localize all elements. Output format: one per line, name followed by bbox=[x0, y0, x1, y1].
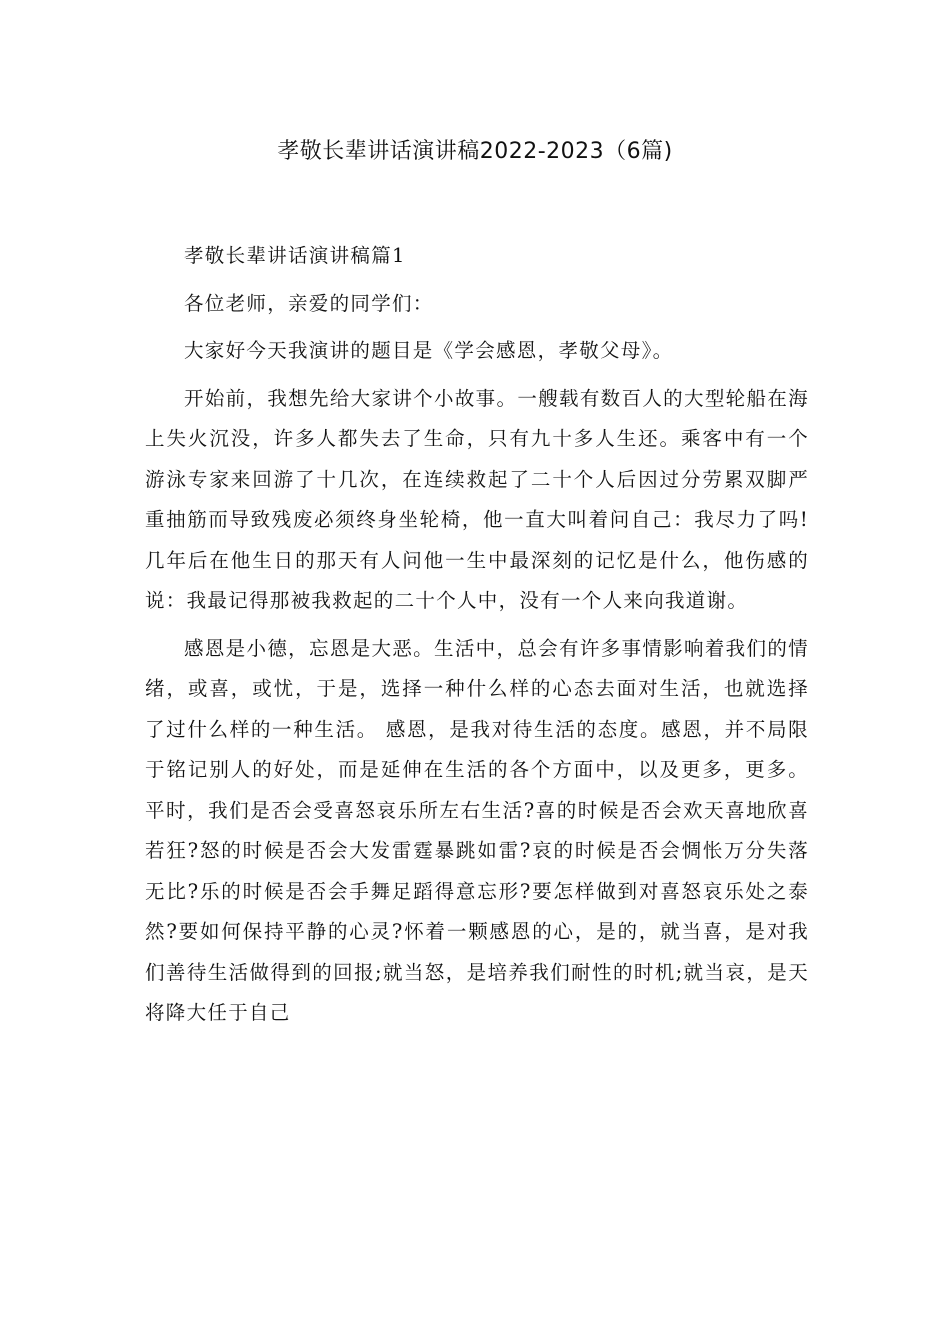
topic-paragraph: 大家好今天我演讲的题目是《学会感恩，孝敬父母》。 bbox=[184, 339, 674, 362]
document-title: 孝敬长辈讲话演讲稿2022-2023（6篇) bbox=[277, 139, 673, 164]
gratitude-paragraph: 感恩是小德，忘恩是大恶。生活中，总会有许多事情影响着我们的情绪，或喜，或忧，于是，选择一种什么样的心态去面对生活，也就选择了过什么样的一种生活。 感恩，是我对待生活的态度。感恩，并不局限于铭记别人的好处，而是延伸在生活的各个方面中，以及更多，更多。平时，我们是否会受喜怒哀乐所左右生活?喜的时候是否会欢天喜地欣喜若狂?怒的时候是否会大发雷霆暴跳如雷?哀的时候是否会惆怅万分失落无比?乐的时候是否会手舞足蹈得意忘形?要怎样做到对喜怒哀乐处之泰然?要如何保持平静的心灵?怀着一颗感恩的心，是的，就当喜，是对我们善待生活做得到的回报;就当怒，是培养我们耐性的时机;就当哀，是天将降大任于自己 bbox=[145, 636, 809, 1024]
salutation-paragraph: 各位老师，亲爱的同学们： bbox=[184, 291, 434, 315]
section-heading: 孝敬长辈讲话演讲稿篇1 bbox=[184, 244, 406, 267]
story-paragraph: 开始前，我想先给大家讲个小故事。一艘载有数百人的大型轮船在海上失火沉没，许多人都失去了生命，只有九十多人生还。乘客中有一个游泳专家来回游了十几次，在连续救起了二十个人后因过分劳累双脚严重抽筋而导致残废必须终身坐轮椅，他一直大叫着问自己：我尽力了吗!几年后在他生日的那天有人问他一生中最深刻的记忆是什么，他伤感的说：我最记得那被我救起的二十个人中，没有一个人来向我道谢。 bbox=[145, 386, 809, 612]
document-body bbox=[145, 236, 809, 1041]
